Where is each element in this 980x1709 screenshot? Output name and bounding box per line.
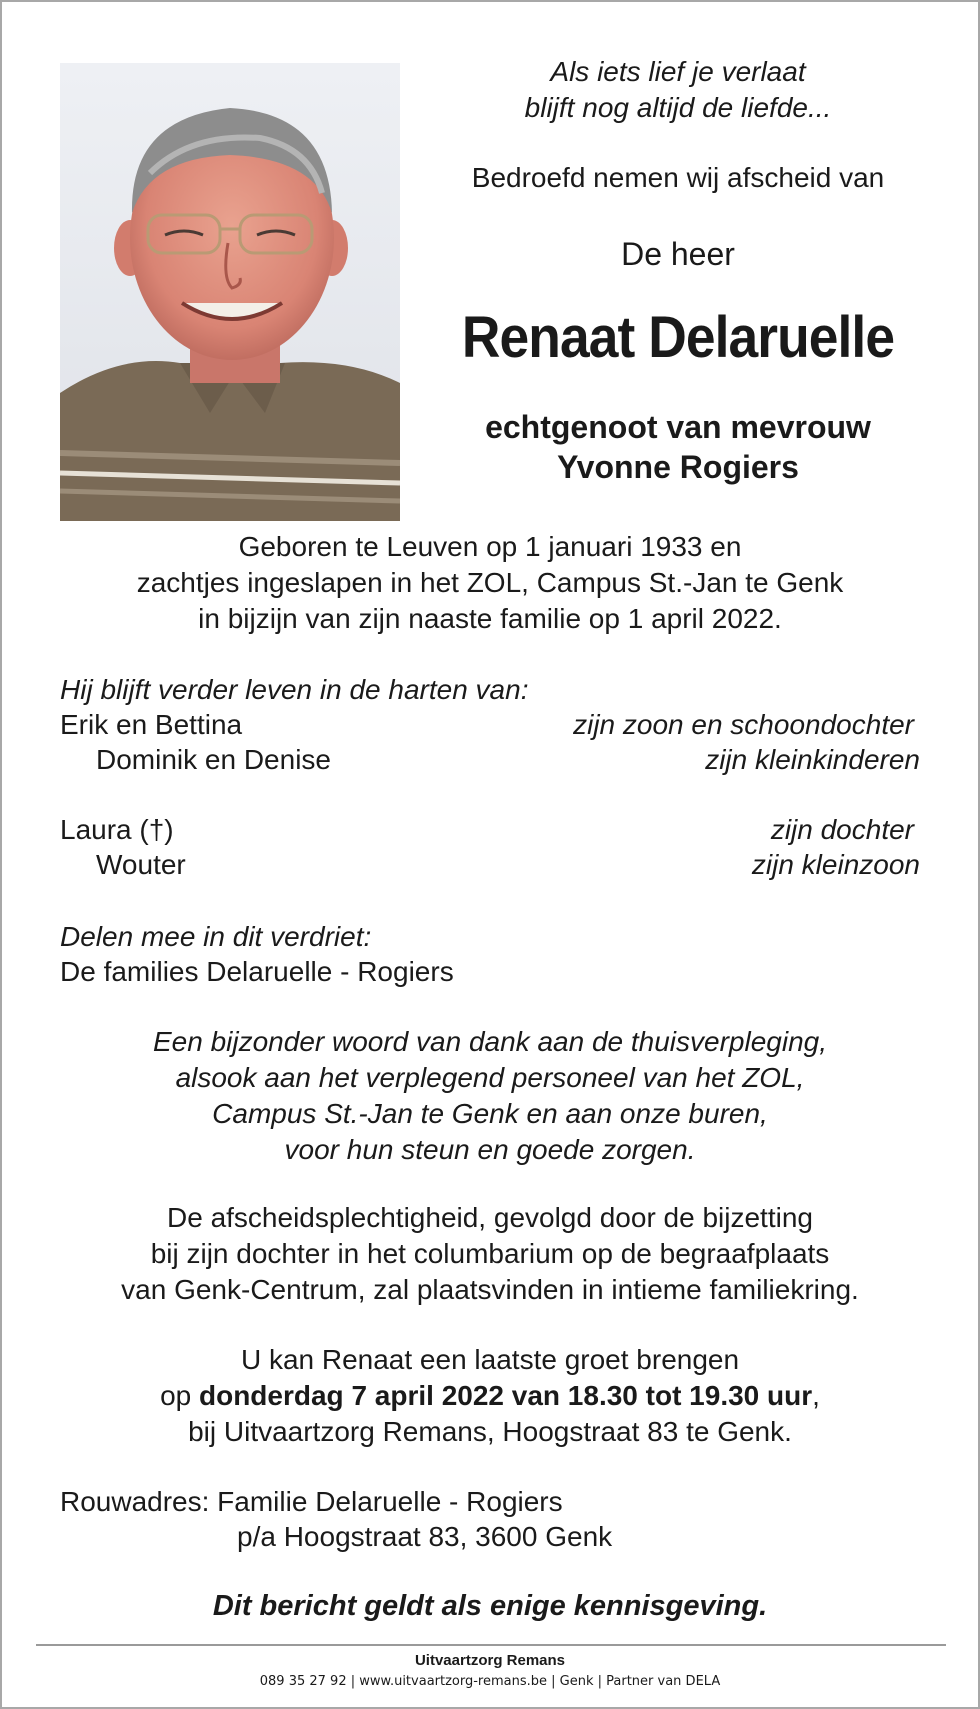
- intro-text: Bedroefd nemen wij afscheid van: [471, 162, 885, 193]
- thanks-line: Campus St.-Jan te Genk en aan onze buren,: [212, 1098, 768, 1129]
- family-member-name: Dominik en Denise: [96, 744, 331, 775]
- visitation-datetime-line: [2, 1378, 978, 1414]
- visitation-line: U kan Renaat een laatste groet brengen: [240, 1344, 740, 1375]
- deceased-name: Renaat Delaruelle: [461, 305, 895, 370]
- closing-statement: Dit bericht geldt als enige kennisgeving.: [212, 1590, 768, 1622]
- family-row: [60, 847, 920, 883]
- thanks-line: voor hun steun en goede zorgen.: [284, 1134, 696, 1165]
- footer-contact-info: 089 35 27 92 | www.uitvaartzorg-remans.be | Genk | Partner van DELA: [259, 1674, 721, 1689]
- visitation-suffix: ,: [812, 1380, 820, 1411]
- grief-heading: Delen mee in dit verdriet:: [60, 921, 372, 952]
- visitation-block: [2, 1342, 978, 1450]
- honorific: De heer: [621, 236, 735, 272]
- family-member-name: Wouter: [96, 849, 186, 880]
- motto: [422, 54, 934, 126]
- motto-line: blijft nog altijd de liefde...: [524, 92, 832, 123]
- family-member-name: Erik en Bettina: [60, 709, 243, 740]
- family-member-relation: zijn zoon en schoondochter: [573, 709, 914, 740]
- spouse-name: Yvonne Rogiers: [557, 449, 799, 485]
- portrait-photo: [60, 63, 400, 521]
- spouse-line: echtgenoot van mevrouw: [485, 409, 871, 445]
- motto-line: Als iets lief je verlaat: [550, 56, 806, 87]
- family-row: [60, 812, 920, 848]
- thanks-line: Een bijzonder woord van dank aan de thuisverpleging,: [152, 1026, 827, 1057]
- footer-company: Uitvaartzorg Remans: [414, 1652, 566, 1669]
- mourning-address-line: Rouwadres: Familie Delaruelle - Rogiers: [60, 1486, 563, 1517]
- family-row: [60, 707, 920, 743]
- footer-divider: [36, 1644, 946, 1646]
- spouse-block: [422, 407, 934, 487]
- family-member-name: Laura (†): [60, 814, 174, 845]
- ceremony-line: van Genk-Centrum, zal plaatsvinden in intieme familiekring.: [121, 1274, 859, 1305]
- family-member-relation: zijn kleinkinderen: [705, 744, 920, 775]
- mourning-address-line: p/a Hoogstraat 83, 3600 Genk: [237, 1521, 613, 1552]
- survivors-heading: Hij blijft verder leven in de harten van:: [60, 674, 529, 705]
- grief-families: De families Delaruelle - Rogiers: [60, 956, 454, 987]
- visitation-prefix: op: [160, 1380, 199, 1411]
- visitation-line: bij Uitvaartzorg Remans, Hoogstraat 83 te Genk.: [188, 1416, 792, 1447]
- family-row: [60, 742, 920, 778]
- visitation-datetime: donderdag 7 april 2022 van 18.30 tot 19.30 uur: [199, 1380, 813, 1411]
- family-member-relation: zijn kleinzoon: [751, 849, 920, 880]
- birth-death-line: in bijzijn van zijn naaste familie op 1 april 2022.: [198, 603, 782, 634]
- thanks-block: [2, 1024, 978, 1168]
- ceremony-line: De afscheidsplechtigheid, gevolgd door de bijzetting: [167, 1202, 813, 1233]
- ceremony-line: bij zijn dochter in het columbarium op de begraafplaats: [150, 1238, 830, 1269]
- birth-death-line: Geboren te Leuven op 1 januari 1933 en: [238, 531, 742, 562]
- family-member-relation: zijn dochter: [770, 814, 914, 845]
- birth-death-line: zachtjes ingeslapen in het ZOL, Campus St.-Jan te Genk: [136, 567, 844, 598]
- ceremony-block: [2, 1200, 978, 1308]
- birth-death-block: [2, 529, 978, 637]
- thanks-line: alsook aan het verplegend personeel van het ZOL,: [175, 1062, 805, 1093]
